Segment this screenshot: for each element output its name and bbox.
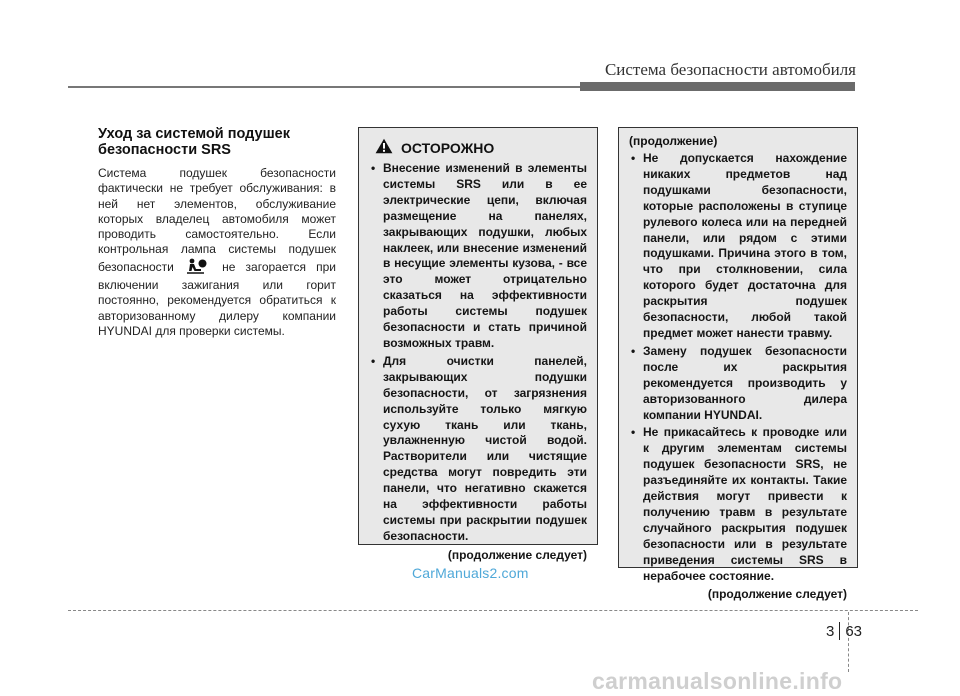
header-rule <box>68 86 586 88</box>
section-paragraph <box>98 166 336 339</box>
continuation-list <box>629 151 847 584</box>
site-watermark: carmanualsonline.info <box>592 668 843 694</box>
caution-title: ОСТОРОЖНО <box>401 139 495 156</box>
airbag-warning-lamp-icon <box>186 258 208 278</box>
page-number-value: 63 <box>845 622 863 640</box>
list-item: • Замену подушек безопасности после их раскрытия рекомендуется производить у авторизованного дилера компании HYUNDAI. <box>629 344 847 424</box>
page-number <box>826 622 862 640</box>
paragraph-text-part-1: Система подушек безопасности фактически не требует обслуживания: в ней нет элементов, обслуживание которых владелец автомобиля может проводить самостоятельно. Если контрольная лампа системы подушек безопасности <box>98 166 336 274</box>
footer-rule <box>68 610 918 611</box>
continued-note: (продолжение следует) <box>447 547 587 562</box>
watermark: CarManuals2.com <box>412 565 529 581</box>
continuation-box <box>618 127 858 602</box>
header-bar <box>580 82 855 91</box>
header-title: Система безопасности автомобиля <box>604 60 856 79</box>
warning-triangle-icon <box>375 138 393 157</box>
list-item: • Не допускается нахождение никаких предметов над подушками безопасности, которые расположены в ступице рулевого колеса или на передней панели, или рядом с этими подушками. Причина этого в том, что при столкновении, сила которого будет достаточна для раскрытия подушек безопасности, любой такой предмет может нанести травму. <box>629 151 847 342</box>
paragraph-text-part-2: не загорается при включении зажигания или горит постоянно, рекомендуется обратиться к авторизованному дилеру компании HYUNDAI для проверки системы. <box>98 259 336 338</box>
continued-note: (продолжение следует) <box>707 587 847 602</box>
caution-list <box>369 161 587 545</box>
continuation-title: (продолжение) <box>629 134 718 148</box>
caution-box <box>358 127 598 562</box>
footer-vertical-rule <box>848 612 849 672</box>
page-separator <box>839 622 840 640</box>
left-column <box>98 126 336 339</box>
list-item: • Не прикасайтесь к проводке или к другим элементам системы подушек безопасности SRS, не разъединяйте их контакты. Такие действия могут привести к получению травм в результате случайного раскрытия подушек безопасности или в результате приведения системы SRS в нерабочее состояние. <box>629 425 847 584</box>
list-item: • Для очистки панелей, закрывающих подушки безопасности, от загрязнения используйте только мягкую сухую ткань или ткань, увлажненную чистой водой. Растворители или чистящие средства могут повредить эти панели, что негативно скажется на эффективности работы системы при раскрытии подушек безопасности. <box>369 354 587 545</box>
list-item: • Внесение изменений в элементы системы SRS или в ее электрические цепи, включая размещение на панелях, закрывающих подушки, любых наклеек, или внесение изменений в несущие элементы кузова, - все это может отрицательно сказаться на эффективности работы системы подушек безопасности и стать причиной возможных травм. <box>369 161 587 352</box>
section-heading: Уход за системой подушек безопасности SRS <box>98 126 290 158</box>
caution-header <box>375 138 587 157</box>
chapter-number: 3 <box>826 622 835 640</box>
